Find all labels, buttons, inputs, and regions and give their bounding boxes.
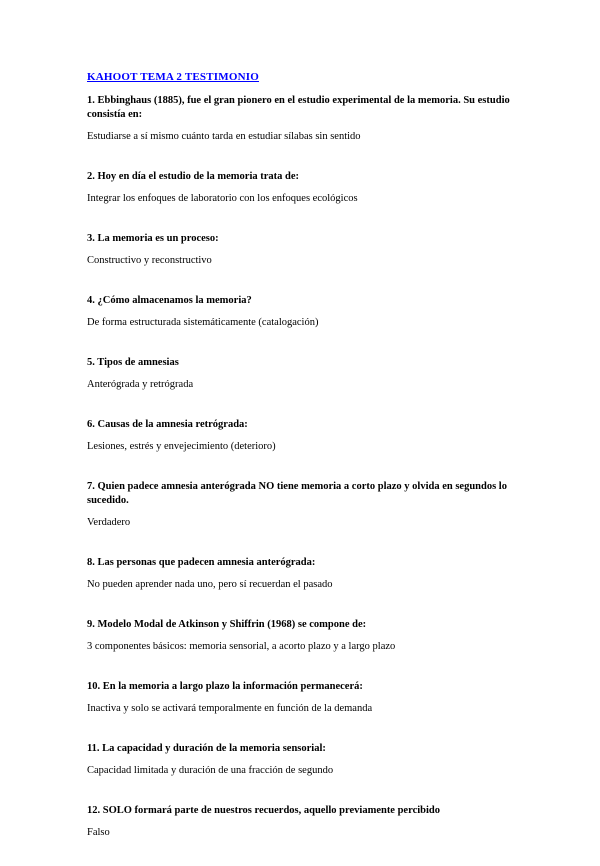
question-text: 12. SOLO formará parte de nuestros recuerdos, aquello previamente percibido bbox=[87, 805, 440, 816]
qa-item-1 bbox=[87, 94, 517, 144]
qa-item-5 bbox=[87, 356, 517, 392]
question-text: 6. Causas de la amnesia retrógrada: bbox=[87, 419, 248, 430]
answer-text: Capacidad limitada y duración de una fracción de segundo bbox=[87, 765, 334, 776]
qa-item-11 bbox=[87, 742, 517, 778]
answer-text: Constructivo y reconstructivo bbox=[87, 255, 212, 266]
answer-text: Integrar los enfoques de laboratorio con los enfoques ecológicos bbox=[87, 193, 358, 204]
document-title-link[interactable]: KAHOOT TEMA 2 TESTIMONIO bbox=[87, 71, 259, 83]
question-text: 5. Tipos de amnesias bbox=[87, 357, 179, 368]
question-text: 3. La memoria es un proceso: bbox=[87, 233, 219, 244]
answer-text: Falso bbox=[87, 827, 110, 838]
qa-item-3 bbox=[87, 232, 517, 268]
answer-text: Verdadero bbox=[87, 517, 131, 528]
answer-text: Estudiarse a sí mismo cuánto tarda en estudiar sílabas sin sentido bbox=[87, 131, 361, 142]
answer-text: De forma estructurada sistemáticamente (catalogación) bbox=[87, 317, 319, 328]
qa-item-6 bbox=[87, 418, 517, 454]
question-text: 7. Quien padece amnesia anterógrada NO tiene memoria a corto plazo y olvida en segundos lo sucedido. bbox=[87, 481, 507, 506]
document-page bbox=[87, 70, 517, 866]
answer-text: Lesiones, estrés y envejecimiento (deterioro) bbox=[87, 441, 276, 452]
answer-text: No pueden aprender nada uno, pero sí recuerdan el pasado bbox=[87, 579, 333, 590]
answer-text: 3 componentes básicos: memoria sensorial, a acorto plazo y a largo plazo bbox=[87, 641, 396, 652]
question-text: 9. Modelo Modal de Atkinson y Shiffrin (1968) se compone de: bbox=[87, 619, 367, 630]
qa-item-2 bbox=[87, 170, 517, 206]
question-text: 8. Las personas que padecen amnesia anterógrada: bbox=[87, 557, 316, 568]
answer-text: Anterógrada y retrógrada bbox=[87, 379, 194, 390]
question-text: 10. En la memoria a largo plazo la información permanecerá: bbox=[87, 681, 363, 692]
qa-item-8 bbox=[87, 556, 517, 592]
question-text: 1. Ebbinghaus (1885), fue el gran pionero en el estudio experimental de la memoria. Su estudio consistía en: bbox=[87, 95, 510, 120]
question-text: 4. ¿Cómo almacenamos la memoria? bbox=[87, 295, 252, 306]
answer-text: Inactiva y solo se activará temporalmente en función de la demanda bbox=[87, 703, 373, 714]
qa-item-7 bbox=[87, 480, 517, 530]
qa-item-12 bbox=[87, 804, 517, 840]
question-text: 2. Hoy en día el estudio de la memoria trata de: bbox=[87, 171, 300, 182]
qa-item-4 bbox=[87, 294, 517, 330]
question-text: 11. La capacidad y duración de la memoria sensorial: bbox=[87, 743, 326, 754]
qa-item-10 bbox=[87, 680, 517, 716]
qa-item-9 bbox=[87, 618, 517, 654]
